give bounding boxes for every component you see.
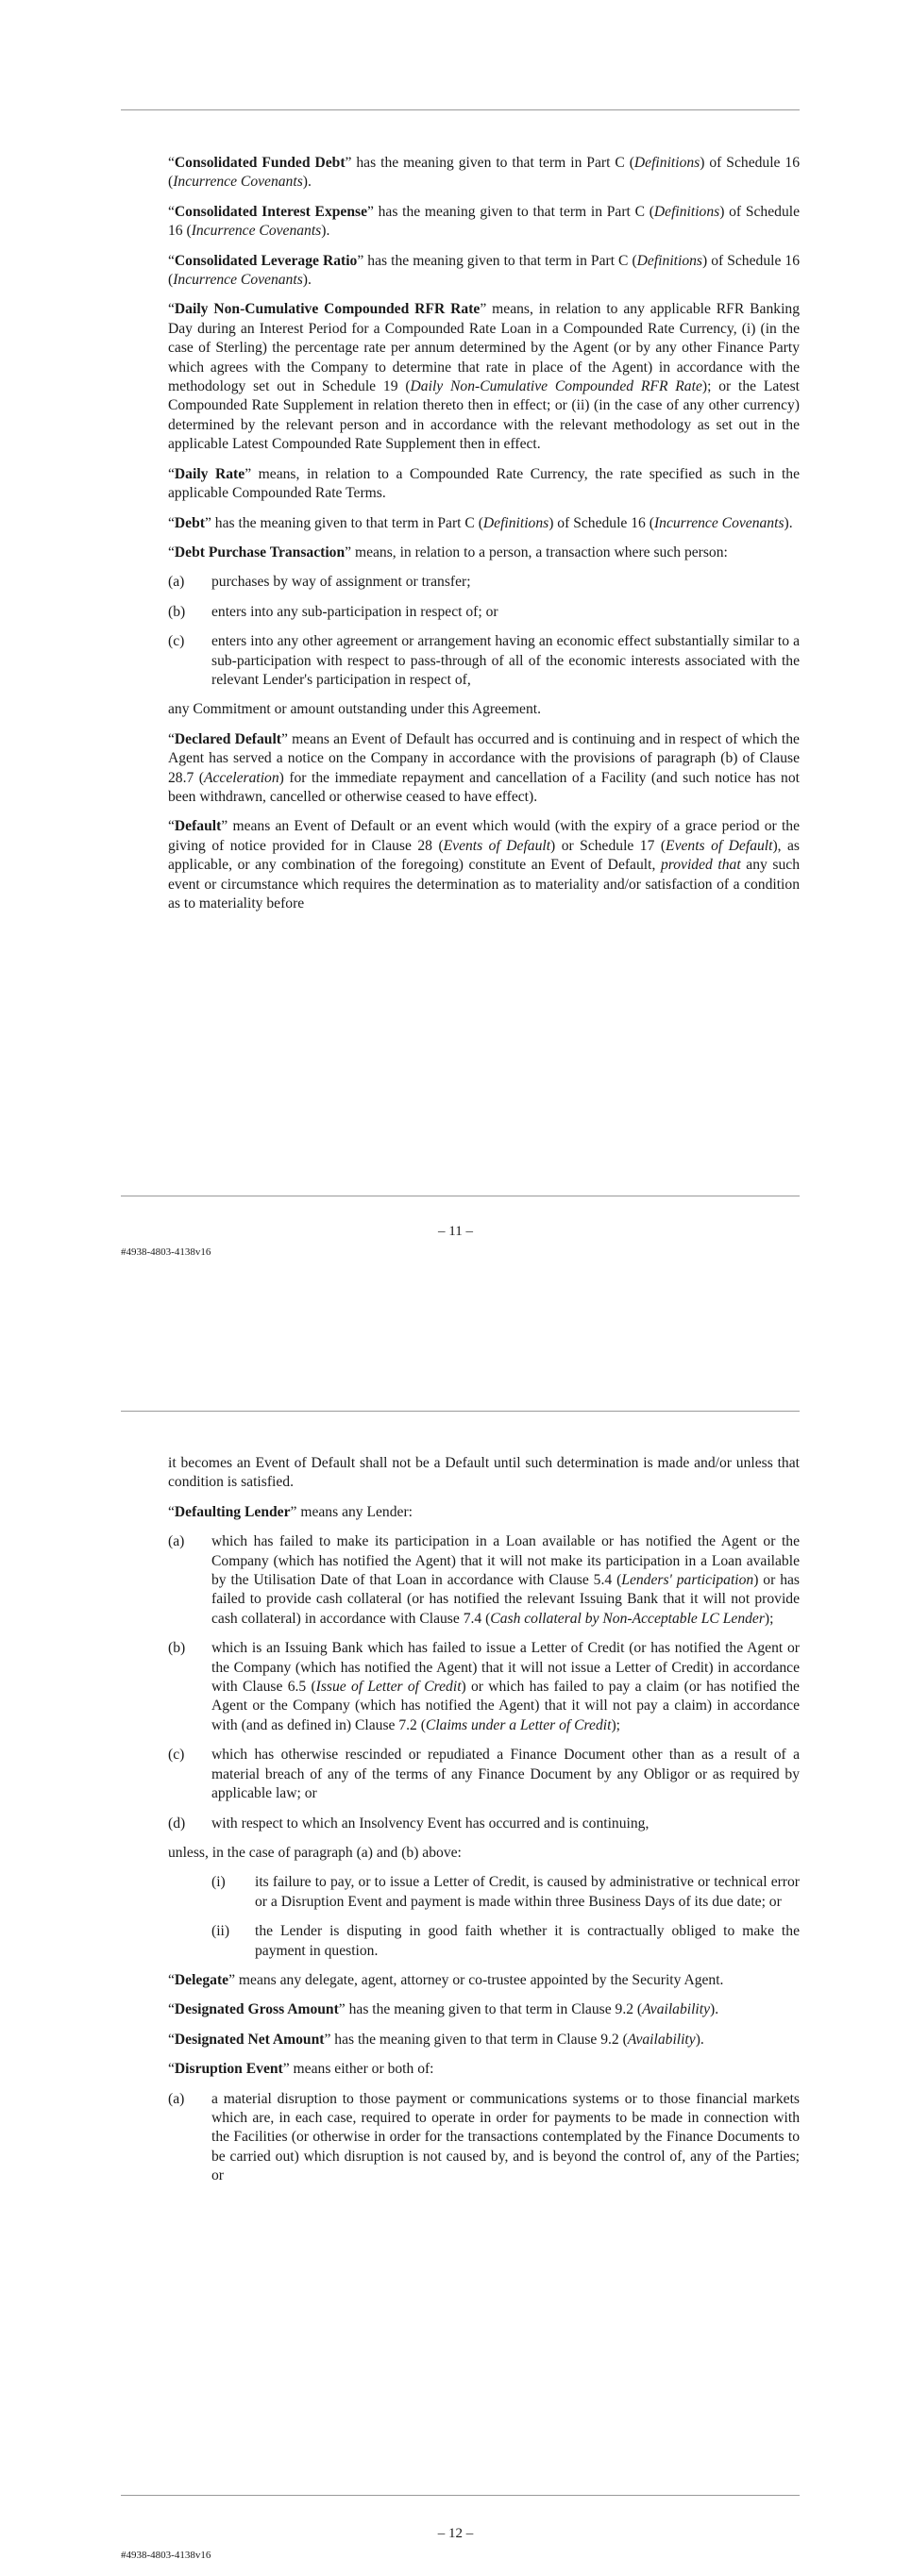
page-12 (0, 1288, 911, 2576)
header-rule (121, 109, 800, 110)
list-item: (d) with respect to which an Insolvency Event has occurred and is continuing, (168, 1815, 650, 1832)
page-11-body (168, 154, 800, 924)
default-continuation: it becomes an Event of Default shall not be a Default until such determination is made and/or unless that condition is satisfied. (168, 1455, 800, 1491)
list-item: (c) which has otherwise rescinded or repudiated a Finance Document other than as a result of a material breach of any of the terms of any Finance Document by any Obligor or as required by applicable law; or (168, 1747, 800, 1802)
definition-disruption-event: “Disruption Event” means either or both of: (168, 2061, 434, 2078)
list-item: (c) enters into any other agreement or arrangement having an economic effect substantially similar to a sub-participation with respect to pass-through of all of the economic interests associated with the relevant Lender's participation in respect of, (168, 633, 800, 688)
debt-purchase-tail: any Commitment or amount outstanding under this Agreement. (168, 701, 541, 718)
page-number: – 11 – (438, 1224, 473, 1239)
definition-debt: “Debt” has the meaning given to that term in Part C (Definitions) of Schedule 16 (Incurrence Covenants). (168, 514, 793, 531)
list-item: (a) a material disruption to those payment or communications systems or to those financial markets which are, in each case, required to operate in order for payments to be made in connection with the Facilities (or otherwise in order for the transactions contemplated by the Finance Documents to be carried out) which disruption is not caused by, and is beyond the control of, any of the Parties; or (168, 2090, 800, 2184)
header-rule (121, 1411, 800, 1412)
definition-designated-gross-amount: “Designated Gross Amount” has the meaning given to that term in Clause 9.2 (Availability). (168, 2001, 719, 2018)
definition-debt-purchase-transaction: “Debt Purchase Transaction” means, in relation to a person, a transaction where such person: (168, 544, 728, 560)
doc-reference: #4938-4803-4138v16 (121, 1246, 211, 1258)
definition-daily-rate: “Daily Rate” means, in relation to a Compounded Rate Currency, the rate specified as such in the applicable Compounded Rate Terms. (168, 465, 801, 502)
definition-consolidated-funded-debt: “Consolidated Funded Debt” has the meaning given to that term in Part C (Definitions) of Schedule 16 (Incurrence Covenants). (168, 155, 800, 191)
definition-consolidated-interest-expense: “Consolidated Interest Expense” has the meaning given to that term in Part C (Definitions) of Schedule 16 (Incurrence Covenants). (168, 203, 800, 240)
list-item: (b) which is an Issuing Bank which has failed to issue a Letter of Credit (or has notified the Agent or the Company (which has notified the Agent) that it will not issue a Letter of Credit) in accordance with Clause 6.5 (Issue of Letter of Credit) or which has failed to pay a claim (or has notified the Agent or the Company (which has notified the Agent) that it will not pay a claim) in accordance with (and as defined in) Clause 7.2 (Claims under a Letter of Credit); (168, 1640, 800, 1733)
definition-declared-default: “Declared Default” means an Event of Default has occurred and is continuing and in respect of which the Agent has served a notice on the Company in accordance with the provisions of paragraph (b) of Clause 28.7 (Acceleration) for the immediate repayment and cancellation of a Facility (and such notice has not been withdrawn, cancelled or otherwise ceased to have effect). (168, 730, 800, 805)
page-number: – 12 – (437, 2526, 474, 2541)
page-12-body (168, 1454, 800, 2197)
unless-clause: unless, in the case of paragraph (a) and (b) above: (168, 1844, 462, 1861)
list-item: (a) purchases by way of assignment or transfer; (168, 574, 471, 591)
list-item: (a) which has failed to make its participation in a Loan available or has notified the Agent or the Company (which has notified the Agent) that it will not make its participation in a Loan available by the Utilisation Date of that Loan in accordance with Clause 5.4 (Lenders' participation) or has failed to provide cash collateral (or has notified the relevant Issuing Bank that it will not provide cash collateral) in accordance with Clause 7.4 (Cash collateral by Non-Acceptable LC Lender); (168, 1533, 800, 1627)
definition-daily-non-cumulative-rate: “Daily Non-Cumulative Compounded RFR Rate” means, in relation to any applicable RFR Banking Day during an Interest Period for a Compounded Rate Loan in a Compounded Rate Currency, (i) (in the case of Sterling) the percentage rate per annum determined by the Agent (or by any other Finance Party which agrees with the Company to determine that rate in place of the Agent) in accordance with the methodology set out in Schedule 19 (Daily Non-Cumulative Compounded RFR Rate); or the Latest Compounded Rate Supplement in relation thereto then in effect; or (ii) (in the case of any other currency) determined by the relevant person and in accordance with the relevant methodology as set out in the applicable Latest Compounded Rate Supplement then in effect. (168, 301, 800, 453)
list-item: (b) enters into any sub-participation in respect of; or (168, 603, 498, 620)
definition-consolidated-leverage-ratio: “Consolidated Leverage Ratio” has the meaning given to that term in Part C (Definitions) of Schedule 16 (Incurrence Covenants). (168, 252, 800, 289)
definition-default: “Default” means an Event of Default or an event which would (with the expiry of a grace period or the giving of notice provided for in Clause 28 (Events of Default) or Schedule 17 (Events of Default), as applicable, or any combination of the foregoing) constitute an Event of Default, provided that any such event or circumstance which requires the determination as to materiality and/or satisfaction of a condition as to materiality before (168, 818, 800, 912)
definition-defaulting-lender: “Defaulting Lender” means any Lender: (168, 1503, 413, 1520)
sub-list-item: (ii) the Lender is disputing in good faith whether it is contractually obliged to make the payment in question. (211, 1923, 800, 1959)
footer-rule (121, 2495, 800, 2496)
definition-delegate: “Delegate” means any delegate, agent, attorney or co-trustee appointed by the Security Agent. (168, 1971, 724, 1988)
doc-reference: #4938-4803-4138v16 (121, 2550, 211, 2561)
definition-designated-net-amount: “Designated Net Amount” has the meaning given to that term in Clause 9.2 (Availability). (168, 2031, 704, 2048)
sub-list-item: (i) its failure to pay, or to issue a Letter of Credit, is caused by administrative or technical error or a Disruption Event and payment is made within three Business Days of its due date; or (211, 1874, 800, 1910)
